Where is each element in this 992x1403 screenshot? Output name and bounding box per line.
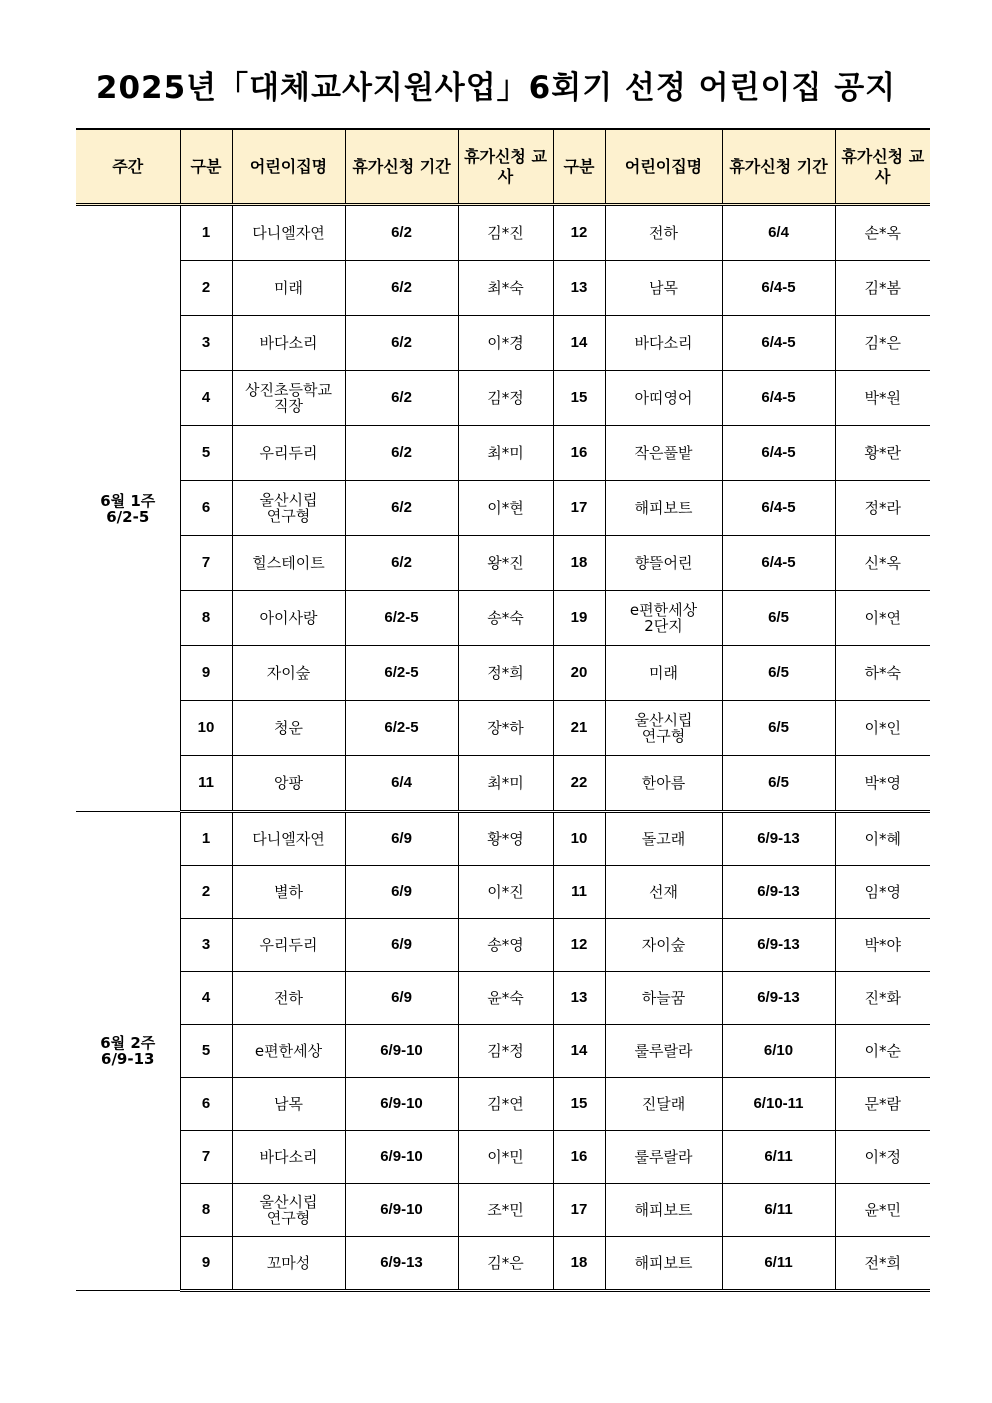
center-name: 룰루랄라 [605, 1131, 722, 1184]
header-week: 주간 [76, 129, 180, 205]
leave-period: 6/5 [722, 701, 835, 756]
leave-teacher: 이*혜 [835, 812, 930, 866]
center-name: 자이숲 [232, 646, 345, 701]
leave-period: 6/4-5 [722, 426, 835, 481]
row-number: 15 [553, 1078, 605, 1131]
row-number: 6 [180, 481, 232, 536]
table-row [76, 316, 930, 371]
leave-period: 6/2-5 [345, 646, 458, 701]
leave-teacher: 최*숙 [458, 261, 553, 316]
leave-teacher: 김*정 [458, 1025, 553, 1078]
leave-teacher: 윤*숙 [458, 972, 553, 1025]
leave-period: 6/2 [345, 316, 458, 371]
center-name: 우리두리 [232, 426, 345, 481]
row-number: 11 [553, 866, 605, 919]
leave-period: 6/11 [722, 1184, 835, 1237]
row-number: 19 [553, 591, 605, 646]
leave-teacher: 정*희 [458, 646, 553, 701]
row-number: 2 [180, 866, 232, 919]
header-no: 구분 [553, 129, 605, 205]
row-number: 2 [180, 261, 232, 316]
header-name: 어린이집명 [232, 129, 345, 205]
center-name: 한아름 [605, 756, 722, 812]
row-number: 8 [180, 591, 232, 646]
center-name: 울산시립 연구형 [232, 481, 345, 536]
row-number: 9 [180, 1237, 232, 1291]
center-name: 바다소리 [232, 1131, 345, 1184]
leave-teacher: 이*민 [458, 1131, 553, 1184]
leave-teacher: 송*영 [458, 919, 553, 972]
row-number: 18 [553, 1237, 605, 1291]
page-title: 2025년「대체교사지원사업」6회기 선정 어린이집 공지 [95, 70, 897, 106]
leave-period: 6/9 [345, 812, 458, 866]
leave-teacher: 이*연 [835, 591, 930, 646]
table-row [76, 1025, 930, 1078]
center-name: 작은풀밭 [605, 426, 722, 481]
row-number: 22 [553, 756, 605, 812]
leave-period: 6/9-10 [345, 1025, 458, 1078]
leave-teacher: 이*경 [458, 316, 553, 371]
leave-period: 6/2 [345, 261, 458, 316]
table-row [76, 591, 930, 646]
leave-period: 6/4 [345, 756, 458, 812]
center-name: 해피보트 [605, 1237, 722, 1291]
center-name: 꼬마성 [232, 1237, 345, 1291]
leave-period: 6/4-5 [722, 481, 835, 536]
center-name: 자이숲 [605, 919, 722, 972]
center-name: 바다소리 [232, 316, 345, 371]
center-name: 우리두리 [232, 919, 345, 972]
leave-period: 6/4-5 [722, 371, 835, 426]
center-name: 앙팡 [232, 756, 345, 812]
leave-period: 6/9 [345, 919, 458, 972]
row-number: 10 [553, 812, 605, 866]
leave-teacher: 황*영 [458, 812, 553, 866]
table-row [76, 426, 930, 481]
leave-teacher: 박*야 [835, 919, 930, 972]
row-number: 11 [180, 756, 232, 812]
leave-period: 6/4 [722, 205, 835, 261]
center-name: 청운 [232, 701, 345, 756]
table-row [76, 1078, 930, 1131]
center-name: 아이사랑 [232, 591, 345, 646]
table-row [76, 536, 930, 591]
center-name: 진달래 [605, 1078, 722, 1131]
leave-period: 6/11 [722, 1237, 835, 1291]
table-row [76, 261, 930, 316]
center-name: 상진초등학교 직장 [232, 371, 345, 426]
leave-teacher: 김*연 [458, 1078, 553, 1131]
leave-teacher: 황*란 [835, 426, 930, 481]
row-number: 4 [180, 972, 232, 1025]
row-number: 3 [180, 316, 232, 371]
leave-teacher: 왕*진 [458, 536, 553, 591]
week-label: 6월 2주 6/9-13 [76, 812, 180, 1291]
center-name: 전하 [232, 972, 345, 1025]
leave-period: 6/2-5 [345, 591, 458, 646]
row-number: 5 [180, 426, 232, 481]
leave-teacher: 김*은 [458, 1237, 553, 1291]
leave-period: 6/9-13 [722, 972, 835, 1025]
leave-period: 6/9-13 [722, 812, 835, 866]
leave-period: 6/2-5 [345, 701, 458, 756]
header-name: 어린이집명 [605, 129, 722, 205]
leave-teacher: 장*하 [458, 701, 553, 756]
row-number: 14 [553, 1025, 605, 1078]
leave-period: 6/4-5 [722, 316, 835, 371]
leave-teacher: 조*민 [458, 1184, 553, 1237]
leave-period: 6/9-10 [345, 1078, 458, 1131]
table-row [76, 205, 930, 261]
table-row [76, 701, 930, 756]
header-period: 휴가신청 기간 [722, 129, 835, 205]
leave-period: 6/9-10 [345, 1184, 458, 1237]
leave-period: 6/9-13 [345, 1237, 458, 1291]
leave-period: 6/5 [722, 591, 835, 646]
center-name: 룰루랄라 [605, 1025, 722, 1078]
leave-teacher: 임*영 [835, 866, 930, 919]
row-number: 16 [553, 426, 605, 481]
leave-teacher: 이*진 [458, 866, 553, 919]
center-name: 하늘꿈 [605, 972, 722, 1025]
leave-period: 6/2 [345, 481, 458, 536]
row-number: 1 [180, 205, 232, 261]
row-number: 13 [553, 261, 605, 316]
table-row [76, 972, 930, 1025]
leave-period: 6/4-5 [722, 261, 835, 316]
leave-period: 6/9 [345, 866, 458, 919]
center-name: 바다소리 [605, 316, 722, 371]
leave-teacher: 정*라 [835, 481, 930, 536]
row-number: 6 [180, 1078, 232, 1131]
leave-period: 6/5 [722, 646, 835, 701]
leave-teacher: 김*은 [835, 316, 930, 371]
leave-teacher: 최*미 [458, 426, 553, 481]
center-name: 울산시립 연구형 [605, 701, 722, 756]
leave-teacher: 진*화 [835, 972, 930, 1025]
center-name: 다니엘자연 [232, 205, 345, 261]
leave-teacher: 이*순 [835, 1025, 930, 1078]
leave-teacher: 박*영 [835, 756, 930, 812]
leave-period: 6/9-13 [722, 919, 835, 972]
row-number: 7 [180, 536, 232, 591]
row-number: 7 [180, 1131, 232, 1184]
row-number: 15 [553, 371, 605, 426]
center-name: 다니엘자연 [232, 812, 345, 866]
leave-period: 6/2 [345, 371, 458, 426]
leave-teacher: 김*정 [458, 371, 553, 426]
leave-period: 6/10 [722, 1025, 835, 1078]
table-row [76, 371, 930, 426]
header-period: 휴가신청 기간 [345, 129, 458, 205]
leave-teacher: 송*숙 [458, 591, 553, 646]
center-name: 해피보트 [605, 1184, 722, 1237]
leave-period: 6/9-10 [345, 1131, 458, 1184]
row-number: 3 [180, 919, 232, 972]
leave-teacher: 박*원 [835, 371, 930, 426]
center-name: 향뜰어린 [605, 536, 722, 591]
center-name: 힐스테이트 [232, 536, 345, 591]
row-number: 8 [180, 1184, 232, 1237]
leave-period: 6/9-13 [722, 866, 835, 919]
row-number: 5 [180, 1025, 232, 1078]
header-row [76, 129, 930, 205]
center-name: 울산시립 연구형 [232, 1184, 345, 1237]
leave-teacher: 신*옥 [835, 536, 930, 591]
center-name: 아띠영어 [605, 371, 722, 426]
row-number: 17 [553, 1184, 605, 1237]
leave-teacher: 전*희 [835, 1237, 930, 1291]
center-name: 별하 [232, 866, 345, 919]
row-number: 16 [553, 1131, 605, 1184]
center-name: 미래 [232, 261, 345, 316]
row-number: 1 [180, 812, 232, 866]
table-row [76, 812, 930, 866]
leave-teacher: 손*옥 [835, 205, 930, 261]
row-number: 12 [553, 205, 605, 261]
table-row [76, 866, 930, 919]
table-row [76, 1237, 930, 1291]
center-name: 전하 [605, 205, 722, 261]
header-teacher: 휴가신청 교사 [458, 129, 553, 205]
leave-period: 6/5 [722, 756, 835, 812]
leave-period: 6/11 [722, 1131, 835, 1184]
row-number: 10 [180, 701, 232, 756]
leave-teacher: 김*봄 [835, 261, 930, 316]
table-row [76, 919, 930, 972]
table-row [76, 756, 930, 812]
leave-teacher: 김*진 [458, 205, 553, 261]
table-row [76, 1184, 930, 1237]
leave-period: 6/2 [345, 536, 458, 591]
row-number: 4 [180, 371, 232, 426]
leave-teacher: 윤*민 [835, 1184, 930, 1237]
row-number: 18 [553, 536, 605, 591]
center-name: 남목 [605, 261, 722, 316]
row-number: 21 [553, 701, 605, 756]
row-number: 17 [553, 481, 605, 536]
selection-table [76, 128, 930, 1292]
leave-teacher: 이*현 [458, 481, 553, 536]
center-name: 선재 [605, 866, 722, 919]
leave-teacher: 최*미 [458, 756, 553, 812]
week-label: 6월 1주 6/2-5 [76, 205, 180, 812]
leave-period: 6/9 [345, 972, 458, 1025]
row-number: 20 [553, 646, 605, 701]
leave-period: 6/2 [345, 426, 458, 481]
row-number: 12 [553, 919, 605, 972]
center-name: 돌고래 [605, 812, 722, 866]
leave-teacher: 이*정 [835, 1131, 930, 1184]
leave-teacher: 문*람 [835, 1078, 930, 1131]
row-number: 9 [180, 646, 232, 701]
header-teacher: 휴가신청 교사 [835, 129, 930, 205]
table-row [76, 481, 930, 536]
center-name: 해피보트 [605, 481, 722, 536]
center-name: e편한세상 2단지 [605, 591, 722, 646]
header-no: 구분 [180, 129, 232, 205]
leave-teacher: 하*숙 [835, 646, 930, 701]
leave-teacher: 이*인 [835, 701, 930, 756]
row-number: 13 [553, 972, 605, 1025]
table-row [76, 1131, 930, 1184]
center-name: 남목 [232, 1078, 345, 1131]
row-number: 14 [553, 316, 605, 371]
leave-period: 6/4-5 [722, 536, 835, 591]
table-row [76, 646, 930, 701]
center-name: e편한세상 [232, 1025, 345, 1078]
leave-period: 6/10-11 [722, 1078, 835, 1131]
leave-period: 6/2 [345, 205, 458, 261]
center-name: 미래 [605, 646, 722, 701]
